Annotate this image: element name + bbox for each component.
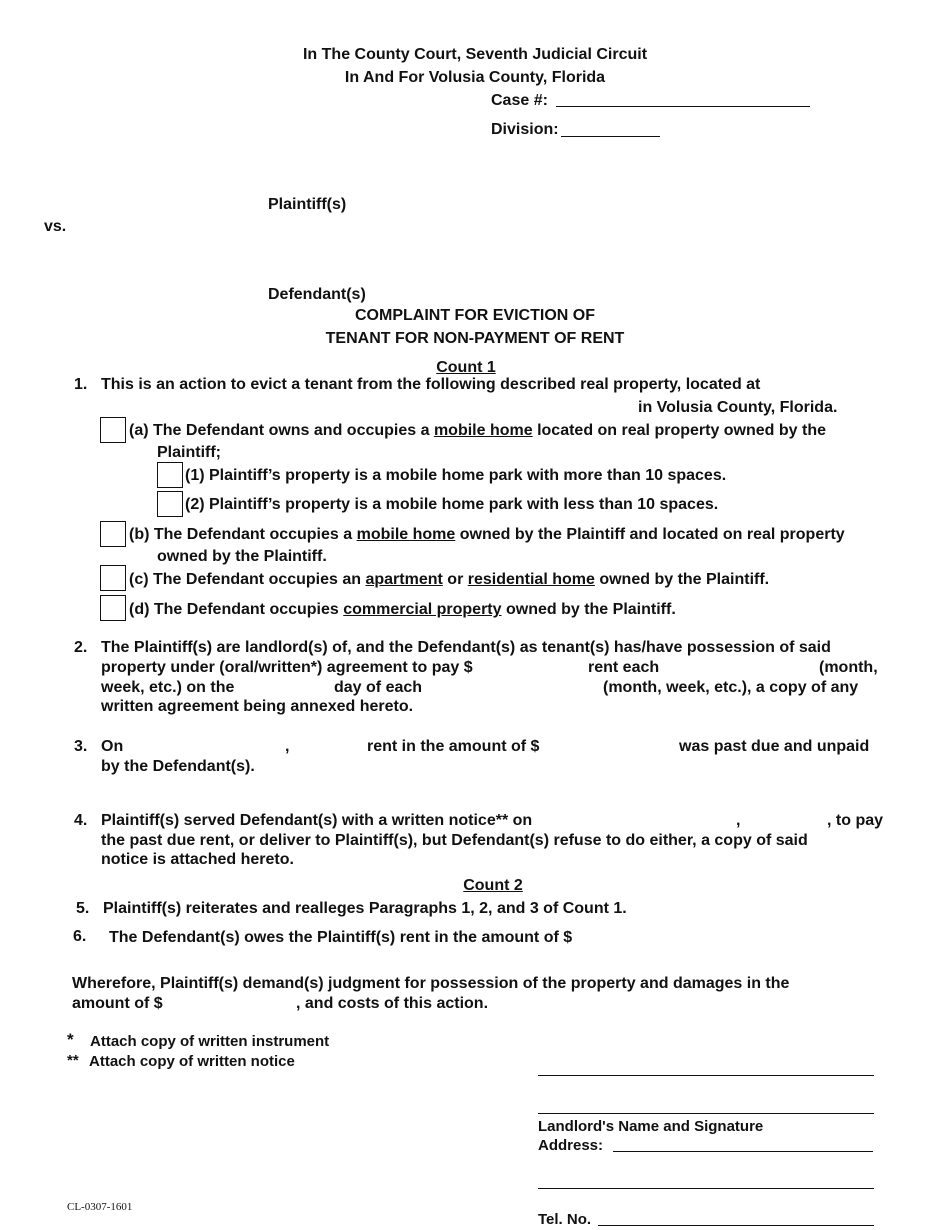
note-2-mark: ** [67,1052,79,1069]
option-d-text: (d) The Defendant occupies commercial property owned by the Plaintiff. [129,601,676,618]
case-number-field[interactable] [556,106,810,107]
address-line-2[interactable] [538,1188,874,1189]
option-d-commercial-property: commercial property [343,601,502,618]
option-c-checkbox[interactable] [100,565,126,591]
paragraph-4-line-3: notice is attached hereto. [101,851,294,868]
paragraph-1-number: 1. [74,376,88,393]
paragraph-5-number: 5. [76,900,90,917]
paragraph-2-line-1: The Plaintiff(s) are landlord(s) of, and the Defendant(s) as tenant(s) has/have possession of said [101,639,831,656]
plaintiff-label: Plaintiff(s) [268,196,347,213]
signature-line-1[interactable] [538,1075,874,1076]
paragraph-3-on: On [101,738,124,755]
option-a-mobile-home: mobile home [433,422,533,439]
defendant-label: Defendant(s) [268,286,366,303]
form-code: CL-0307-1601 [67,1201,133,1213]
paragraph-6-number: 6. [73,928,87,945]
court-line-1: In The County Court, Seventh Judicial Circuit [302,46,648,63]
paragraph-2-line-2c: (month, [819,659,878,676]
option-d-checkbox[interactable] [100,595,126,621]
paragraph-5-text: Plaintiff(s) reiterates and realleges Paragraphs 1, 2, and 3 of Count 1. [103,900,627,917]
note-1-text: Attach copy of written instrument [90,1033,330,1050]
division-label: Division: [491,121,559,138]
signature-line-2[interactable] [538,1113,874,1114]
option-b-checkbox[interactable] [100,521,126,547]
paragraph-4-comma: , [736,812,741,829]
option-a-text: (a) The Defendant owns and occupies a mobile home located on real property owned by the [129,422,827,439]
option-c-residential-home: residential home [467,571,595,588]
paragraph-4-number: 4. [74,812,88,829]
note-2-text: Attach copy of written notice [89,1053,295,1070]
title-line-2: TENANT FOR NON-PAYMENT OF RENT [325,330,625,347]
option-a2-checkbox[interactable] [157,491,183,517]
count-1-heading: Count 1 [436,359,496,376]
option-a-text-line-2: Plaintiff; [157,444,221,461]
paragraph-4-to-pay: , to pay [827,812,884,829]
paragraph-1-text: This is an action to evict a tenant from the following described real property, located at [101,376,761,393]
title-line-1: COMPLAINT FOR EVICTION OF [355,307,595,324]
option-a-checkbox[interactable] [100,417,126,443]
paragraph-2-line-3a: week, etc.) on the [101,679,235,696]
paragraph-4-line-2: the past due rent, or deliver to Plaintiff(s), but Defendant(s) refuse to do either, a copy of said [101,832,808,849]
option-b-text-line-2: owned by the Plaintiff. [157,548,327,565]
paragraph-2-line-3c: (month, week, etc.), a copy of any [603,679,859,696]
paragraph-3-line-2: by the Defendant(s). [101,758,255,775]
wherefore-costs: , and costs of this action. [296,995,489,1012]
option-a1-checkbox[interactable] [157,462,183,488]
tel-field[interactable] [598,1225,874,1226]
paragraph-2-line-3b: day of each [334,679,423,696]
case-label: Case #: [491,92,548,109]
paragraph-1-location: in Volusia County, Florida. [638,399,838,416]
option-a2-text: (2) Plaintiff’s property is a mobile home park with less than 10 spaces. [185,496,719,513]
vs-label: vs. [44,218,67,235]
paragraph-3-comma: , [285,738,290,755]
paragraph-3-rent-amount: rent in the amount of $ [367,738,540,755]
option-a1-text: (1) Plaintiff’s property is a mobile home park with more than 10 spaces. [185,467,727,484]
option-c-apartment: apartment [365,571,443,588]
paragraph-4-line-1a: Plaintiff(s) served Defendant(s) with a written notice** on [101,812,533,829]
court-line-2: In And For Volusia County, Florida [344,69,606,86]
tel-label: Tel. No. [538,1211,592,1228]
option-b-text: (b) The Defendant occupies a mobile home owned by the Plaintiff and located on real property [129,526,845,543]
note-1-mark: * [67,1030,74,1049]
address-label: Address: [538,1137,604,1154]
division-field[interactable] [561,136,660,137]
landlord-name-signature-label: Landlord's Name and Signature [538,1118,764,1135]
paragraph-2-number: 2. [74,639,88,656]
count-2-heading: Count 2 [463,877,523,894]
paragraph-3-number: 3. [74,738,88,755]
option-b-mobile-home: mobile home [356,526,456,543]
option-c-text: (c) The Defendant occupies an apartment or residential home owned by the Plaintiff. [129,571,770,588]
wherefore-line-1: Wherefore, Plaintiff(s) demand(s) judgment for possession of the property and damages in the [72,975,790,992]
paragraph-6-text: The Defendant(s) owes the Plaintiff(s) rent in the amount of $ [109,929,573,946]
paragraph-2-line-4: written agreement being annexed hereto. [101,698,414,715]
address-field[interactable] [613,1151,873,1152]
paragraph-2-line-2a: property under (oral/written*) agreement to pay $ [101,659,473,676]
paragraph-2-line-2b: rent each [588,659,660,676]
paragraph-3-past-due: was past due and unpaid [679,738,870,755]
wherefore-amount-label: amount of $ [72,995,163,1012]
